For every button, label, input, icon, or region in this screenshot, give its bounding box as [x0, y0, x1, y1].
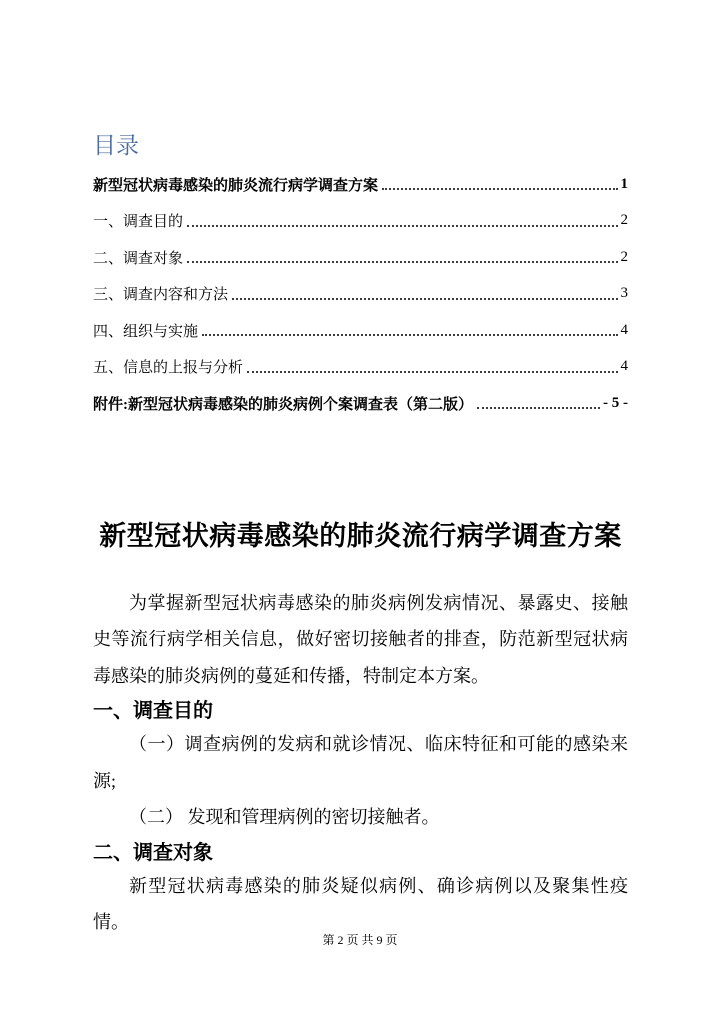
- toc-page-number: 2: [620, 212, 628, 229]
- toc-entry-label: 新型冠状病毒感染的肺炎流行病学调查方案: [93, 177, 379, 194]
- section-heading-subjects: 二、调查对象: [93, 841, 213, 864]
- toc-entry-label: 五、信息的上报与分析: [93, 360, 244, 377]
- intro-paragraph: 为掌握新型冠状病毒感染的肺炎病例发病情况、暴露史、接触史等流行病学相关信息，做好密切接触者的排查，防范新型冠状病毒感染的肺炎病例的蔓延和传播，特制定本方案。: [93, 592, 628, 686]
- toc-leader-dots: [232, 298, 617, 300]
- section-paragraph: （二） 发现和管理病例的密切接触者。: [129, 807, 440, 827]
- toc-page-number: 2: [620, 248, 628, 265]
- toc-entry[interactable]: [93, 349, 628, 386]
- toc-page-number: - 5 -: [603, 394, 628, 411]
- toc-entry[interactable]: [93, 166, 628, 203]
- toc-entry[interactable]: [93, 276, 628, 313]
- toc-leader-dots: [382, 188, 617, 190]
- toc-entry[interactable]: [93, 385, 628, 422]
- toc-page-number: 4: [620, 321, 628, 338]
- toc-leader-dots: [187, 261, 617, 263]
- toc-entry-label: 四、组织与实施: [93, 323, 199, 340]
- toc-entry-label: 附件:新型冠状病毒感染的肺炎病例个案调查表（第二版）: [93, 396, 473, 413]
- toc-page-number: 3: [620, 285, 628, 302]
- document-title: 新型冠状病毒感染的肺炎流行病学调查方案: [99, 520, 622, 551]
- toc-entry[interactable]: [93, 312, 628, 349]
- page-number-footer: 第 2 页 共 9 页: [322, 933, 398, 947]
- table-of-contents: [93, 166, 628, 422]
- toc-entry[interactable]: [93, 203, 628, 240]
- page-content: [0, 130, 720, 941]
- toc-entry[interactable]: [93, 239, 628, 276]
- toc-heading: 目录: [93, 132, 139, 158]
- toc-leader-dots: [247, 371, 617, 373]
- toc-page-number: 4: [620, 358, 628, 375]
- toc-page-number: 1: [620, 175, 628, 192]
- toc-entry-label: 一、调查目的: [93, 214, 184, 231]
- section-paragraph: 新型冠状病毒感染的肺炎疑似病例、确诊病例以及聚集性疫情。: [93, 875, 628, 932]
- section-heading-purpose: 一、调查目的: [93, 700, 213, 722]
- section-paragraph: （一）调查病例的发病和就诊情况、临床特征和可能的感染来源;: [93, 734, 628, 791]
- toc-entry-label: 三、调查内容和方法: [93, 287, 229, 304]
- toc-leader-dots: [202, 334, 617, 336]
- toc-leader-dots: [187, 225, 617, 227]
- toc-entry-label: 二、调查对象: [93, 250, 184, 267]
- toc-leader-dots: [477, 407, 600, 409]
